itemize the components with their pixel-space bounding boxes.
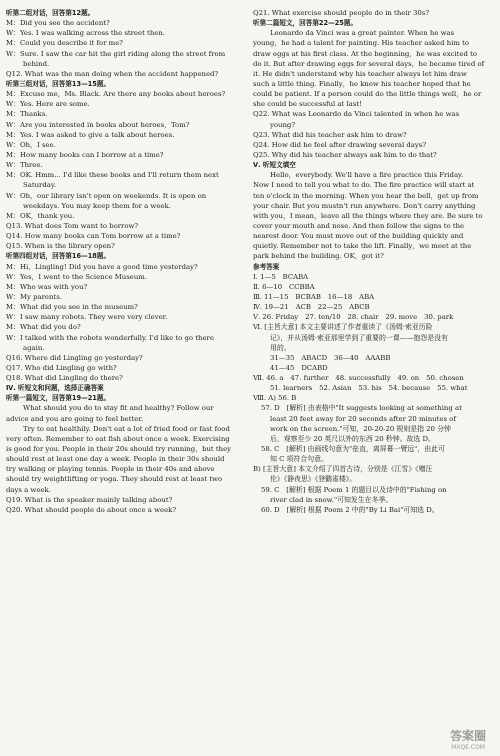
- answer-line: Ⅴ. 26. Friday 27. ten/10 28. chair 29. move 30. park: [253, 313, 454, 322]
- passage-line: she could be successful at last!: [253, 100, 362, 109]
- question-line: Q21. What exercise should people do in their 30s?: [253, 9, 430, 17]
- section-heading: 听第二组对话，回答第12题。: [6, 9, 95, 17]
- watermark-sub-text: MXQE.COM: [451, 744, 485, 751]
- dialogue-line: Saturday.: [23, 181, 57, 190]
- passage-line: advice and you are going to feel better.: [6, 414, 144, 423]
- passage-line: your chair. But you mustn't run anywhere. Don't carry anything: [253, 201, 476, 210]
- passage-line: days a week.: [6, 485, 51, 494]
- passage-line: Leonardo da Vinci was a great painter. When he was: [270, 29, 455, 38]
- answer-line: Ⅰ. 1—5 BCABA: [253, 272, 309, 281]
- dialogue-line: M：OK，thank you.: [6, 211, 75, 220]
- answer-line: Ⅷ. A) 56. B: [253, 394, 297, 403]
- answer-line: work on the screen."可知，20-20-20 规则是指 20 分钟: [270, 424, 451, 433]
- dialogue-line: M：Yes. I was asked to give a talk about heroes.: [6, 130, 175, 139]
- question-line: Q25. Why did his teacher always ask him to do that?: [253, 150, 437, 159]
- dialogue-line: again.: [23, 343, 45, 352]
- dialogue-line: W：Are you interested in books about heroes，Tom?: [6, 120, 190, 129]
- passage-line: Try to eat healthily. Don't eat a lot of fried food or fast food: [23, 424, 230, 433]
- dialogue-line: W：Yes，I went to the Science Museum.: [6, 272, 147, 281]
- dialogue-line: W：Sure. I saw the car hit the girl riding along the street from: [6, 49, 226, 58]
- passage-line: try walking or playing tennis. People in their 40s and above: [6, 465, 215, 474]
- answer-line: 记》，并从汤姆·索亚那里学到了重要的一课——抱怨是没有: [270, 333, 448, 342]
- section-heading: 听第三组对话，回答第13—15题。: [6, 79, 111, 88]
- watermark-main-text: 答案圈: [449, 729, 487, 743]
- answer-line: 57. D [解析] 由表格中"It suggests looking at something at: [261, 404, 462, 413]
- question-line: Q14. How many books can Tom borrow at a time?: [6, 232, 181, 241]
- answer-line: Ⅱ. 6—10 CCBBA: [253, 282, 315, 291]
- answer-line: least 20 feet away for 20 seconds after 20 minutes of: [270, 414, 456, 423]
- dialogue-line: W：I talked with the robots wonderfully. I'd like to go there: [6, 333, 214, 342]
- answer-line: Ⅵ. [主旨大意] 本文主要讲述了作者重读了《汤姆·索亚历险: [253, 323, 433, 332]
- dialogue-line: M：Who was with you?: [6, 282, 88, 291]
- passage-line: should rest at least one day a week. People in their 30s should: [6, 455, 225, 464]
- answer-line: 41—45 DCABD: [270, 363, 328, 372]
- question-line: Q18. What did Lingling do there?: [6, 374, 123, 383]
- watermark-logo: [440, 724, 496, 752]
- passage-line: do it. But after drawing eggs for several days，he became tired of: [253, 59, 485, 68]
- passage-line: is good for you. People in their 20s should try running，but they: [6, 445, 232, 454]
- question-line: Q20. What should people do about once a week?: [6, 505, 177, 514]
- dialogue-line: W：My parents.: [6, 292, 62, 301]
- dialogue-line: M：How many books can I borrow at a time?: [6, 150, 164, 159]
- question-line: Q19. What is the speaker mainly talking about?: [6, 495, 173, 504]
- answer-line: 伦》《静夜思》《登鹳雀楼》。: [270, 475, 357, 484]
- answer-line: Ⅳ. 19—21 ACB 22—25 ABCB: [253, 303, 370, 312]
- passage-line: should try weightlifting or yoga. They should rest at least two: [6, 475, 223, 484]
- passage-line: ten o'clock in the morning. When you hear the bell，get up from: [253, 191, 479, 200]
- answer-line: 31—35 ABACD 36—40 AAABB: [270, 353, 391, 362]
- passage-line: with you，I mean，leave all the things where they are. Be sure to: [253, 211, 483, 220]
- passage-line: What should you do to stay fit and healthy? Follow our: [23, 404, 214, 413]
- passage-line: young，he had a talent for painting. His teacher asked him to: [253, 39, 470, 48]
- answer-line: 后，观察至少 20 英尺以外的东西 20 秒钟。故选 D。: [270, 434, 435, 443]
- section-heading: 听第四组对话，回答第16—18题。: [6, 252, 111, 261]
- dialogue-line: M：Could you describe it for me?: [6, 39, 123, 48]
- section-heading: 听第一篇短文，回答第19—21题。: [6, 394, 111, 403]
- dialogue-line: M：Excuse me，Ms. Black. Are there any books about heroes?: [6, 90, 226, 99]
- dialogue-line: M：Thanks.: [6, 110, 48, 119]
- question-line: Q24. How did he feel after drawing several days?: [253, 140, 427, 149]
- answer-line: 51. learners 52. Asian 53. his 54. because 55. what: [270, 384, 468, 393]
- dialogue-line: W：Yes. Here are some.: [6, 100, 90, 109]
- passage-line: Hello，everybody. We'll have a fire practice this Friday.: [270, 171, 464, 180]
- passage-line: park behind the building. OK，got it?: [253, 252, 384, 261]
- passage-line: it. He didn't understand why his teacher always let him draw: [253, 69, 467, 78]
- dialogue-line: behind.: [23, 59, 50, 68]
- dialogue-line: W：Oh，I see.: [6, 140, 56, 149]
- question-line: Q13. What does Tom want to borrow?: [6, 221, 139, 230]
- passage-line: quietly. Remember not to take the lift. Finally，we meet at the: [253, 242, 472, 251]
- dialogue-line: M：What did you see in the museum?: [6, 303, 138, 312]
- question-line: Q23. What did his teacher ask him to draw?: [253, 130, 407, 139]
- passage-line: draw eggs at his first class. At the beginning，he was excited to: [253, 49, 478, 58]
- passage-line: such a little thing. Finally，he knew his teacher hoped that he: [253, 79, 471, 88]
- answer-line: 58. C [解析] 由画线句意为"垒直，离屏幕一臂远"，由此可: [261, 445, 445, 454]
- answer-line: 用的。: [270, 343, 291, 352]
- passage-line: nearest door. You must move out of the building quickly and: [253, 232, 464, 241]
- dialogue-line: M：Did you see the accident?: [6, 19, 110, 28]
- left-column: [6, 8, 246, 515]
- passage-line: Now I need to tell you what to do. The fire practice will start at: [253, 181, 475, 190]
- section-heading: 听第二篇短文，回答第22—25题。: [253, 19, 358, 28]
- question-line: young?: [270, 120, 296, 129]
- answer-line: river clad in snow."可知发生在冬季。: [270, 495, 393, 504]
- dialogue-line: W：Oh，our library isn't open on weekends. It is open on: [6, 191, 207, 200]
- dialogue-line: M：OK. Hmm... I'd like these books and I'll return them next: [6, 171, 219, 180]
- question-line: Q15. When is the library open?: [6, 242, 115, 251]
- question-line: Q12. What was the man doing when the accident happened?: [6, 69, 219, 78]
- answer-line: Ⅶ. 46. a 47. further 48. successfully 49. on 50. chosen: [253, 374, 464, 383]
- passage-line: cover your mouth and nose. And then follow the signs to the: [253, 221, 465, 230]
- dialogue-line: W：Yes. I was walking across the street then.: [6, 29, 165, 38]
- answer-line: B) [主旨大意] 本文介绍了四首古诗，分别是《江雪》《赠汪: [253, 465, 433, 474]
- right-column: [253, 8, 493, 515]
- question-line: Q16. Where did Lingling go yesterday?: [6, 353, 143, 362]
- section-heading: Ⅳ. 听短文和问题，选择正确答案: [6, 384, 104, 393]
- dialogue-line: weekdays. You may keep them for a week.: [23, 201, 171, 210]
- dialogue-line: M：What did you do?: [6, 323, 81, 332]
- dialogue-line: W：I saw many robots. They were very clever.: [6, 313, 168, 322]
- answer-line: 知 C 项符合句意。: [270, 455, 328, 464]
- question-line: Q22. What was Leonardo da Vinci talented in when he was: [253, 110, 460, 119]
- dialogue-line: W：Three.: [6, 161, 43, 170]
- passage-line: could be patient. If a person could do the little things well，he or: [253, 90, 482, 99]
- question-line: Q17. Who did Lingling go with?: [6, 363, 117, 372]
- dialogue-line: M：Hi，Lingling! Did you have a good time yesterday?: [6, 262, 198, 271]
- answer-line: 59. C [解析] 根据 Poem 1 的题目以及诗中的"Fishing on: [261, 485, 447, 494]
- answer-line: 60. D [解析] 根据 Poem 2 中的"By Li Bai"可知选 D。: [261, 505, 439, 514]
- section-heading: Ⅴ. 听短文填空: [253, 161, 296, 170]
- answer-line: Ⅲ. 11—15 BCBAB 16—18 ABA: [253, 292, 375, 301]
- passage-line: very often. Remember to eat fish about once a week. Exercising: [6, 434, 230, 443]
- answer-key-heading: 参考答案: [253, 262, 280, 271]
